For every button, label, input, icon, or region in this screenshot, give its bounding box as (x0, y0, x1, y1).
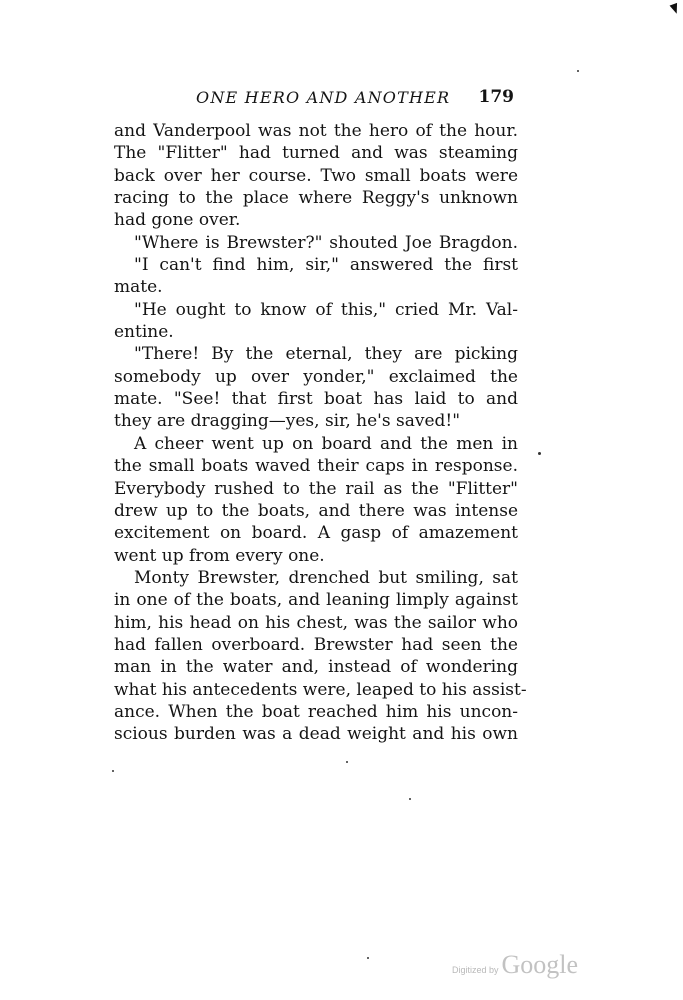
text-line: the small boats waved their caps in response. (114, 456, 518, 477)
digitized-watermark (452, 950, 578, 980)
text-line: entine. (114, 322, 174, 343)
text-line: "I can't find him, sir," answered the first (134, 255, 518, 276)
text-line: they are dragging—yes, sir, he's saved!" (114, 411, 461, 432)
corner-scan-mark (670, 3, 681, 15)
text-line: and Vanderpool was not the hero of the hour. (114, 121, 518, 141)
text-line: Monty Brewster, drenched but smiling, sat (134, 567, 518, 588)
watermark-prefix: Digitized by (452, 965, 499, 975)
text-line: "He ought to know of this," cried Mr. Val- (134, 299, 518, 320)
text-line: drew up to the boats, and there was intense (114, 500, 518, 521)
running-head (196, 88, 516, 112)
text-line: Everybody rushed to the rail as the "Flitter" (114, 478, 518, 499)
text-line: what his antecedents were, leaped to his assist- (114, 679, 527, 700)
scan-speck (538, 452, 541, 455)
text-line: "There! By the eternal, they are picking (134, 344, 518, 365)
scan-speck (577, 70, 579, 72)
text-line: mate. (114, 277, 163, 298)
text-line: excitement on board. A gasp of amazement (114, 523, 518, 544)
scan-speck (346, 761, 348, 763)
text-line: somebody up over yonder," exclaimed the (114, 366, 518, 387)
text-line: mate. "See! that first boat has laid to and (114, 389, 518, 410)
text-line: "Where is Brewster?" shouted Joe Bragdon. (134, 232, 518, 253)
body-text (114, 120, 527, 746)
text-line: The "Flitter" had turned and was steaming (114, 143, 518, 164)
scan-speck (112, 770, 114, 772)
text-line: back over her course. Two small boats were (114, 165, 518, 186)
page-number: 179 (478, 87, 514, 107)
text-line: ance. When the boat reached him his uncon- (114, 701, 518, 722)
text-line: in one of the boats, and leaning limply against (114, 590, 518, 611)
scan-speck (367, 957, 369, 959)
text-line: him, his head on his chest, was the sailor who (114, 612, 518, 633)
text-line: man in the water and, instead of wondering (114, 657, 518, 678)
google-logo: Google (501, 950, 579, 979)
text-line: A cheer went up on board and the men in (134, 433, 518, 454)
running-title: ONE HERO AND ANOTHER (196, 88, 451, 107)
text-line: scious burden was a dead weight and his own (114, 724, 518, 745)
scan-speck (409, 798, 411, 800)
text-line: racing to the place where Reggy's unknown (114, 188, 518, 209)
text-line: had fallen overboard. Brewster had seen the (114, 634, 518, 655)
text-line: went up from every one. (114, 545, 325, 566)
text-line: had gone over. (114, 210, 241, 231)
